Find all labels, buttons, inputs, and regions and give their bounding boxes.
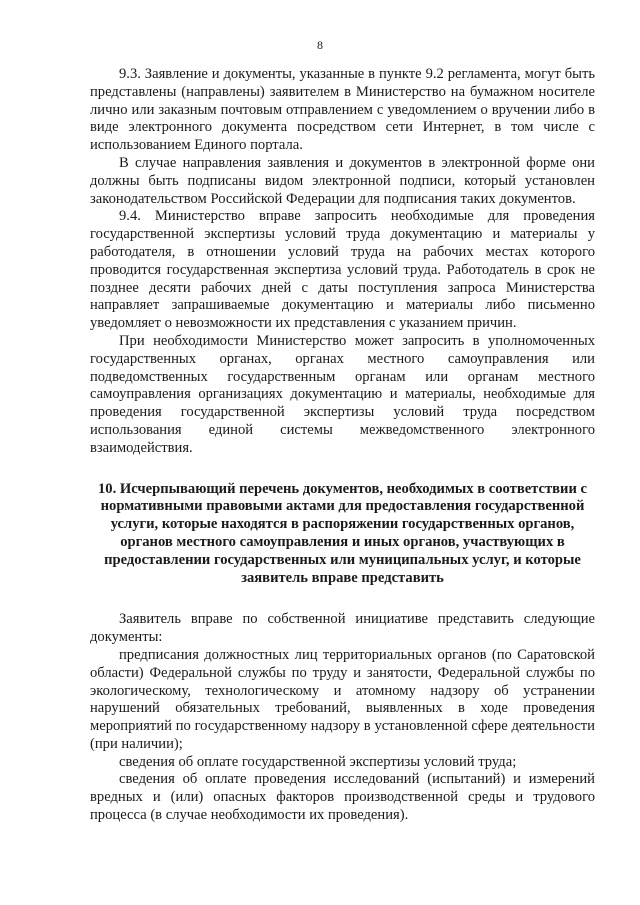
paragraph-9-3: 9.3. Заявление и документы, указанные в пункте 9.2 регламента, могут быть представлены (направлены) заявителем в Министерство на бумажном носителе лично или заказным почтовым отправлением с уведомлением о вручении либо в виде электронного документа посредством сети Интернет, в том числе с использованием Единого портала. <box>90 66 595 154</box>
paragraph-interagency-request: При необходимости Министерство может запросить в уполномоченных государственных органах, органах местного самоуправления или подведомственных государственным органам или органам местного самоуправления организациях документацию и материалы, необходимые для проведения государственной экспертизы условий труда посредством использования единой системы межведомственного электронного взаимодействия. <box>90 332 595 456</box>
page-number: 8 <box>317 38 323 52</box>
document-body <box>90 66 595 825</box>
list-item-expertise-payment: сведения об оплате государственной экспертизы условий труда; <box>119 753 517 770</box>
list-item-orders: предписания должностных лиц территориальных органов (по Саратовской области) Федеральной службы по труду и занятости, Федеральной службы по экологическому, технологическому и атомному надзору об устранении нарушений обязательных требований, выявленных в ходе проведения мероприятий по государственному надзору в установленной сфере деятельности (при наличии); <box>90 646 595 752</box>
list-item-measurements-payment: сведения об оплате проведения исследований (испытаний) и измерений вредных и (или) опасных факторов производственной среды и трудового процесса (в случае необходимости их проведения). <box>90 771 595 824</box>
section-10-heading: 10. Исчерпывающий перечень документов, необходимых в соответствии с нормативными правовыми актами для предоставления государственной услуги, которые находятся в распоряжении государственных органов, органов местного самоуправления и иных органов, участвующих в предоставлении государственных или муниципальных услуг, и которые заявитель вправе представить <box>97 480 588 586</box>
paragraph-electronic-signature: В случае направления заявления и документов в электронной форме они должны быть подписаны видом электронной подписи, который установлен законодательством Российской Федерации для подписания таких документов. <box>90 154 595 207</box>
paragraph-applicant-right: Заявитель вправе по собственной инициативе представить следующие документы: <box>90 611 595 646</box>
paragraph-9-4: 9.4. Министерство вправе запросить необходимые для проведения государственной экспертизы условий труда документацию и материалы у работодателя, в отношении условий труда на рабочих местах которого проводится государственная экспертиза условий труда. Работодатель в срок не позднее десяти рабочих дней с даты поступления запроса Министерства направляет запрашиваемые документацию и материалы либо письменно уведомляет о невозможности их представления с указанием причин. <box>90 208 595 332</box>
